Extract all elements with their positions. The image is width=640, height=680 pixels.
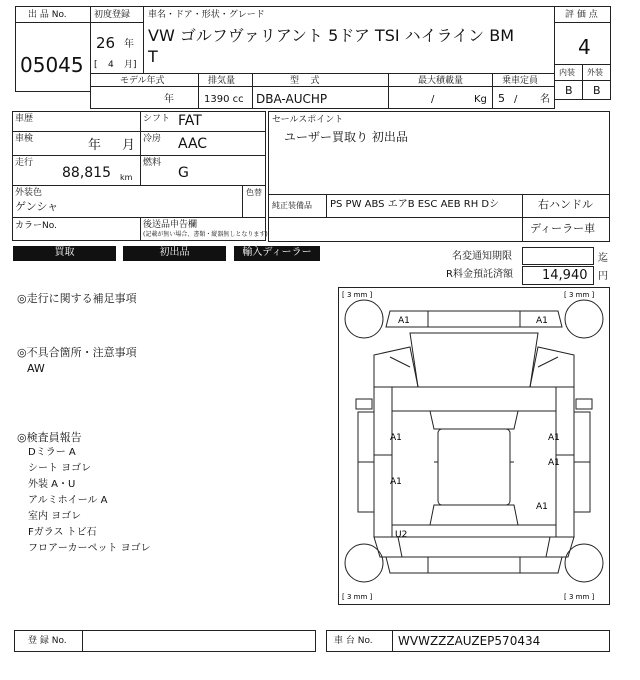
max-load-unit: Kg <box>474 94 487 105</box>
displacement-value: 1390 cc <box>204 94 244 105</box>
inspector-item: アルミホイール A <box>28 495 108 506</box>
info-row-2 <box>12 155 266 156</box>
capacity-label: 乗車定員 <box>502 76 539 86</box>
lot-number: 05045 <box>20 53 84 77</box>
equipment-split-h <box>268 217 610 218</box>
inspection-label: 車検 <box>15 134 34 144</box>
equipment-label: 純正装備品 <box>272 201 312 210</box>
capacity-value: 5 <box>498 92 505 105</box>
car-name-label: 車名・ドア・形状・グレード <box>148 10 265 20</box>
car-damage-diagram <box>338 287 610 605</box>
inspector-items <box>28 446 151 558</box>
interior-label: 内装 <box>559 68 575 77</box>
color-change-label: 色替 <box>246 188 262 197</box>
damage-code: A1 <box>536 502 548 512</box>
badge-first-listing: 初出品 <box>123 246 226 261</box>
displacement-label: 排気量 <box>208 76 236 86</box>
fuel-label: 燃料 <box>143 158 162 168</box>
deadline-unit: 迄 <box>598 253 608 264</box>
car-name-line1: VW ゴルフヴァリアント 5ドア TSI ハイライン BM <box>148 26 515 45</box>
year-unit: 年 <box>124 39 134 50</box>
model-year-label: モデル年式 <box>120 76 165 86</box>
hood <box>410 333 538 387</box>
reg-no-divider <box>82 630 83 652</box>
rear-window <box>430 505 518 525</box>
deadline-box <box>522 247 594 265</box>
dealer-value: ディーラー車 <box>530 222 596 235</box>
mileage-value: 88,815 <box>62 165 111 181</box>
grade-label-divider <box>554 80 611 81</box>
first-registration-year: 26 <box>96 34 116 52</box>
damage-code: A1 <box>398 316 410 326</box>
info-row-3 <box>12 185 266 186</box>
badge-buyback: 買取 <box>13 246 116 261</box>
post-reg-label: 後送品申告欄 <box>143 220 198 230</box>
equipment-label-divider <box>326 194 327 217</box>
recycle-label: R料金預託済額 <box>446 269 513 280</box>
first-registration-label: 初度登録 <box>94 10 131 20</box>
model-year-unit: 年 <box>164 94 174 105</box>
defects-value: AW <box>27 362 45 375</box>
ext-color-value: ゲンシャ <box>15 200 59 213</box>
mileage-label: 走行 <box>15 158 34 168</box>
damage-code: A1 <box>536 316 548 326</box>
equipment-value: PS PW ABS エアB ESC AEB RH Dシ <box>330 199 500 210</box>
inspector-item: Dミラー A <box>28 447 76 458</box>
model-code-label: 型 式 <box>290 76 320 86</box>
defects-label: ◎不具合箇所・注意事項 <box>17 346 137 359</box>
shift-label: シフト <box>143 114 171 124</box>
post-reg-divider <box>140 217 141 241</box>
exterior-label: 外装 <box>587 68 603 77</box>
score-label: 評 価 点 <box>565 10 598 20</box>
spec-col-3 <box>388 73 389 109</box>
tire-depth-front-left: [ 3 mm ] <box>342 291 373 299</box>
chassis-label: 車 台 No. <box>334 636 373 646</box>
tire-depth-rear-left: [ 3 mm ] <box>342 593 373 601</box>
mirror-right <box>576 399 592 409</box>
spec-col-2 <box>252 73 253 109</box>
max-load-separator: / <box>431 94 435 105</box>
month-unit: 月] <box>124 60 137 70</box>
front-fender-left <box>374 347 418 387</box>
damage-code: A1 <box>390 433 402 443</box>
color-no-label: カラーNo. <box>15 221 57 231</box>
ext-color-label: 外装色 <box>15 188 43 198</box>
color-change-divider <box>242 185 243 217</box>
damage-code: A1 <box>548 458 560 468</box>
spec-col-1 <box>198 73 199 109</box>
aircon-value: AAC <box>178 136 208 152</box>
chassis-divider <box>392 630 393 652</box>
badge-import-dealer: 輸入ディーラー <box>234 246 320 261</box>
capacity-separator: / <box>514 94 518 105</box>
front-fender-right <box>530 347 574 387</box>
mirror-left <box>356 399 372 409</box>
sales-point-label: セールスポイント <box>272 115 344 125</box>
max-load-label: 最大積載量 <box>418 76 464 86</box>
reg-no-label: 登 録 No. <box>28 636 67 646</box>
damage-code: A1 <box>390 477 402 487</box>
inspection-year-unit: 年 <box>88 138 102 153</box>
inspector-item: フロアーカーペット ヨゴレ <box>28 543 151 554</box>
exterior-grade: B <box>593 84 601 97</box>
recycle-amount: 14,940 <box>542 268 588 283</box>
first-registration-month: 4 <box>108 60 114 70</box>
interior-grade: B <box>565 84 573 97</box>
damage-code: A1 <box>548 433 560 443</box>
inspector-item: Fガラス トビ石 <box>28 527 97 538</box>
first-registration-divider <box>90 22 144 23</box>
sales-point-value: ユーザー買取り 初出品 <box>284 130 408 144</box>
rear-bumper <box>386 557 562 573</box>
history-label: 車歴 <box>15 114 34 124</box>
spec-row-divider <box>90 86 555 87</box>
aircon-label: 冷房 <box>143 134 162 144</box>
steering-value: 右ハンドル <box>538 198 593 211</box>
capacity-unit: 名 <box>540 94 550 105</box>
info-col-divider <box>140 111 141 185</box>
recycle-unit: 円 <box>598 271 608 282</box>
inspector-item: シート ヨゴレ <box>28 463 92 474</box>
post-reg-note: (記載が無い場合、書類・縦器無しとなります) <box>143 231 268 238</box>
wheel-front-left <box>345 300 383 338</box>
model-code: DBA-AUCHP <box>256 92 328 106</box>
inspector-item: 室内 ヨゴレ <box>28 511 82 522</box>
side-left <box>374 387 392 537</box>
lot-number-divider <box>15 22 91 23</box>
damage-code: U2 <box>395 530 408 540</box>
rear-gate <box>374 537 574 557</box>
wheel-front-right <box>565 300 603 338</box>
windshield <box>430 411 518 429</box>
lot-number-label: 出 品 No. <box>28 10 67 20</box>
score-divider <box>554 22 611 23</box>
inspection-month-unit: 月 <box>122 138 136 153</box>
fuel-value: G <box>178 165 189 181</box>
tire-depth-rear-right: [ 3 mm ] <box>564 593 595 601</box>
spec-col-4 <box>492 73 493 109</box>
car-name-line2: T <box>148 47 158 66</box>
shift-value: FAT <box>178 113 202 129</box>
chassis-number: WVWZZZAUZEP570434 <box>398 634 541 648</box>
inspector-item: 外装 A・U <box>28 479 76 490</box>
inspector-label: ◎検査員報告 <box>17 431 82 444</box>
tire-depth-front-right: [ 3 mm ] <box>564 291 595 299</box>
deadline-label: 名変通知期限 <box>452 251 512 262</box>
driving-remarks-label: ◎走行に関する補足事項 <box>17 292 137 305</box>
grade-split <box>582 64 583 100</box>
cabin <box>392 387 556 537</box>
info-row-4 <box>12 217 266 218</box>
roof <box>438 429 510 505</box>
score-value: 4 <box>578 35 591 59</box>
equipment-split-v <box>522 194 523 242</box>
month-bracket-open: [ <box>94 60 98 70</box>
info-row-1 <box>12 131 266 132</box>
mileage-unit: km <box>120 173 133 182</box>
